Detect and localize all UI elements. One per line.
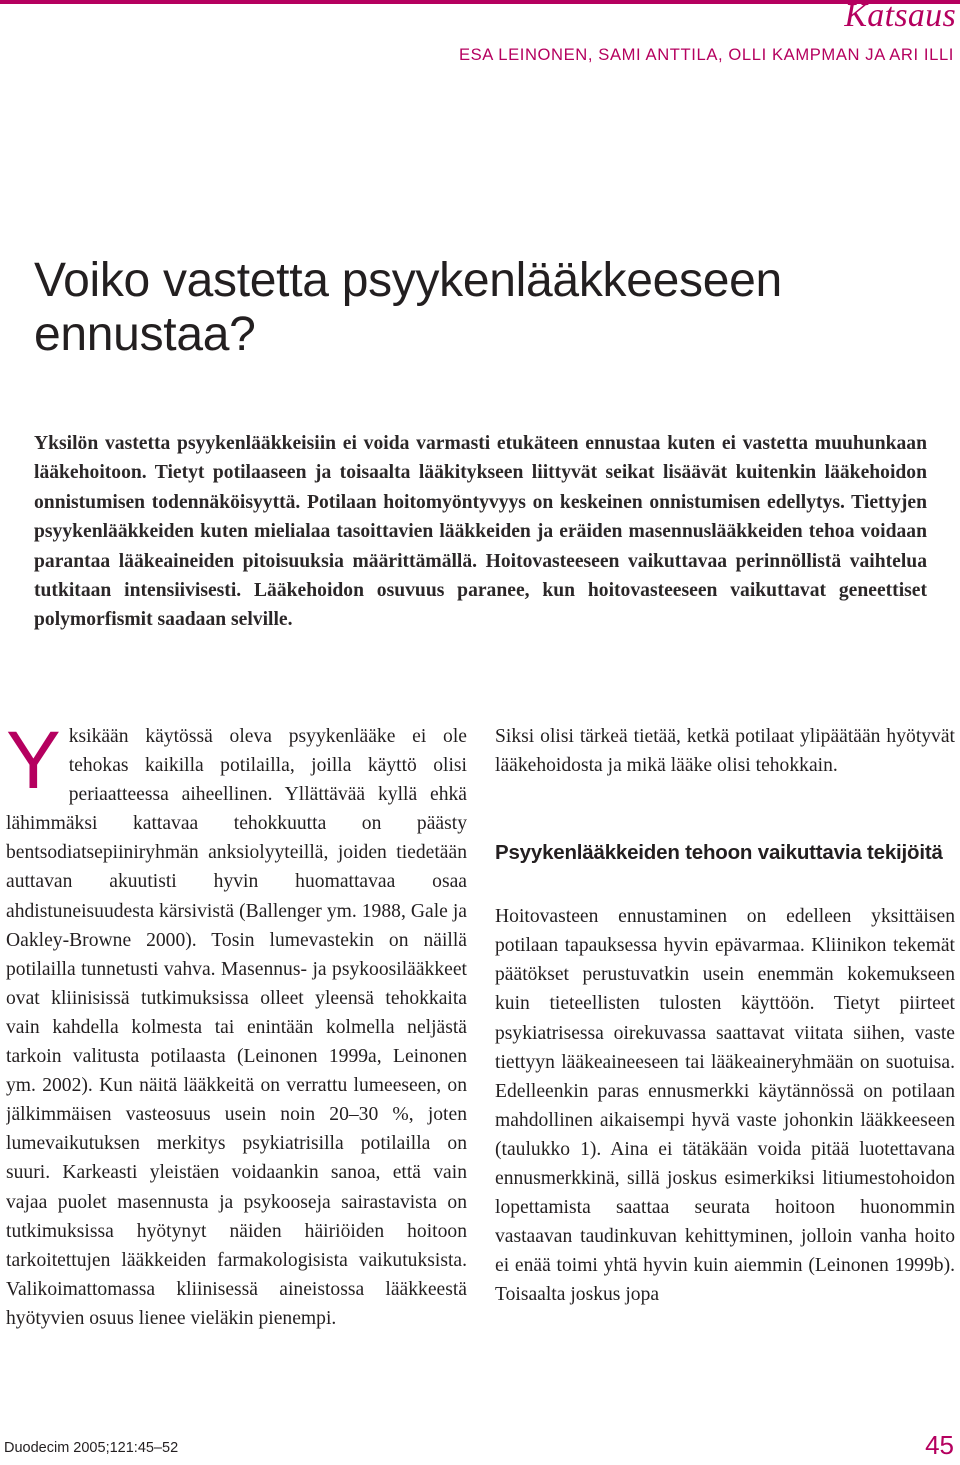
header-accent-band <box>0 0 960 4</box>
drop-cap: Y <box>6 722 61 806</box>
left-paragraph-text: ksikään käytössä oleva psyykenlääke ei ole tehokas kaikilla potilailla, joilla käyttö olisi periaatteessa aiheellinen. Yllättävää kyllä ehkä lähimmäksi kattavaa tehokkuutta on päästy bentsodiatsepiiniryhmän anksiolyyteillä, joiden tiedetään auttavan akuutisti hyvin huomattavaa osaa ahdistuneisuudesta kärsivistä (Ballenger ym. 1988, Gale ja Oakley-Browne 2000). Tosin lumevastekin on näillä potilailla tunnetusti vahva. Masennus- ja psykoosilääkkeet ovat kliinisissä tutkimuksissa olleet yleensä tehokkaita vain kahdella kolmesta tai enintään kolmella neljästä tarkoin valitusta potilaasta (Leinonen 1999a, Leinonen ym. 2002). Kun näitä lääkkeitä on verrattu lumeeseen, on jälkimmäisen vasteosuus usein noin 20–30 %, joten lumevaikutuksen merkitys psykiatrisilla potilailla on suuri. Karkeasti yleistäen voidaankin sanoa, että vain vajaa puolet masennusta ja psykooseja sairastavista on tutkimuksissa hyötynyt näiden häiriöiden hoitoon tarkoitettujen lääkkeiden farmakologisista vaikutuksista. Valikoimattomassa kliinisessä aineistossa lääkkeestä hyötyvien osuus lienee vieläkin pienempi. <box>6 726 467 1329</box>
journal-citation: Duodecim 2005;121:45–52 <box>4 1440 179 1456</box>
right-column-paragraph-1: Siksi olisi tärkeä tietää, ketkä potilaat ylipäätään hyötyvät lääkehoidosta ja mikä lääke olisi tehokkain. <box>495 726 955 777</box>
article-title: Voiko vastetta psyykenlääkkeeseen ennustaa? <box>34 254 782 361</box>
left-column-paragraph <box>6 722 467 1333</box>
body-column-left <box>6 722 467 1412</box>
article-abstract: Yksilön vastetta psyykenlääkkeisiin ei voida varmasti etukäteen ennustaa kuten ei vastetta muuhunkaan lääkehoitoon. Tietyt potilaaseen ja toisaalta lääkitykseen liittyvät seikat lisäävät kuitenkin lääkehoidon onnistumisen todennäköisyyttä. Potilaan hoitomyöntyvyys on keskeinen onnistumisen edellytys. Tiettyjen psyykenlääkkeiden kuten mielialaa tasoittavien lääkkeiden ja eräiden masennuslääkkeiden tehoa voidaan parantaa lääkeaineiden pitoisuuksia määrittämällä. Hoitovasteeseen vaikuttavaa perinnöllistä vaihtelua tutkitaan intensiivisesti. Lääkehoidon osuvuus paranee, kun hoitovasteeseen vaikuttavat geneettiset polymorfismit saadaan selville. <box>34 433 927 631</box>
section-label: Katsaus <box>844 0 956 34</box>
article-authors: ESA LEINONEN, SAMI ANTTILA, OLLI KAMPMAN JA ARI ILLI <box>458 45 954 64</box>
body-column-right <box>495 722 955 1412</box>
right-column-paragraph-2: Hoitovasteen ennustaminen on edelleen yksittäisen potilaan tapauksessa hyvin epävarmaa. Kliinikon tekemät päätökset perustuvatkin usein enemmän kokemukseen kuin tieteellisten tulosten käyttöön. Tietyt piirteet psykiatrisessa oirekuvassa saattavat viitata siihen, vaste tiettyyn lääkeaineeseen tai lääkeaineryhmään on suotuisa. Edelleenkin paras ennusmerkki käytännössä on potilaan mahdollinen aikaisempi hyvä vaste johonkin lääkkeeseen (taulukko 1). Aina ei tätäkään voida pitää luotettavana ennusmerkkinä, sillä joskus esimerkiksi litiumestohoidon lopettamista saattaa seurata hoitoon huonommin vastaavan taudinkuvan kehittyminen, jolloin vanha hoito ei enää toimi yhtä hyvin kuin aiemmin (Leinonen 1999b). Toisaalta joskus jopa <box>495 906 955 1306</box>
section-heading: Psyykenlääkkeiden tehoon vaikuttavia tekijöitä <box>495 841 943 865</box>
page-number: 45 <box>925 1430 954 1460</box>
